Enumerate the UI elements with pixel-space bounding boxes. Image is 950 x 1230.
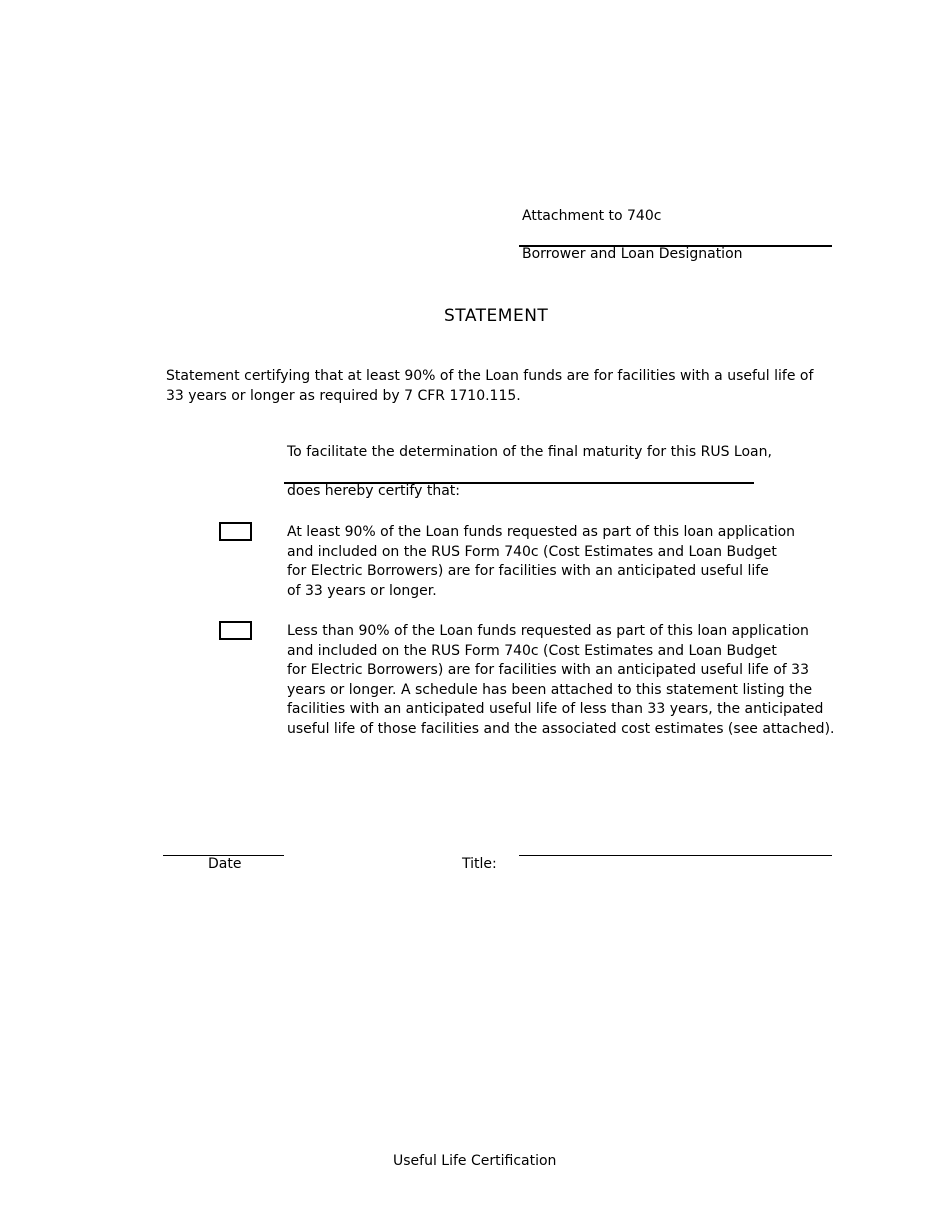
option-line: Less than 90% of the Loan funds requested as part of this loan application <box>287 623 809 639</box>
option-line: useful life of those facilities and the associated cost estimates (see attached). <box>287 720 835 737</box>
option-2-text <box>287 622 834 739</box>
option-line: years or longer. A schedule has been attached to this statement listing the <box>287 681 813 698</box>
option-line: for Electric Borrowers) are for facilities with an anticipated useful life of 33 <box>287 662 809 678</box>
option-1-checkbox[interactable] <box>219 522 252 541</box>
date-label: Date <box>208 856 242 872</box>
page-title: STATEMENT <box>444 306 549 326</box>
footer-label: Useful Life Certification <box>393 1153 557 1169</box>
intro-line: Statement certifying that at least 90% of the Loan funds are for facilities with a useful life of <box>166 368 814 384</box>
certify-line-1: To facilitate the determination of the final maturity for this RUS Loan, <box>287 444 772 460</box>
option-2-checkbox[interactable] <box>219 621 252 640</box>
title-label: Title: <box>462 856 497 872</box>
option-line: and included on the RUS Form 740c (Cost Estimates and Loan Budget <box>287 543 777 560</box>
option-line: for Electric Borrowers) are for facilities with an anticipated useful life <box>287 563 769 579</box>
option-line: facilities with an anticipated useful life of less than 33 years, the anticipated <box>287 701 824 717</box>
title-line[interactable] <box>519 855 832 856</box>
option-line: At least 90% of the Loan funds requested as part of this loan application <box>287 524 796 540</box>
attachment-label: Attachment to 740c <box>522 208 662 224</box>
option-line: of 33 years or longer. <box>287 582 437 599</box>
option-line: and included on the RUS Form 740c (Cost Estimates and Loan Budget <box>287 642 777 659</box>
certify-line-2: does hereby certify that: <box>287 483 460 499</box>
intro-paragraph <box>166 367 813 406</box>
intro-line: 33 years or longer as required by 7 CFR 1710.115. <box>166 387 521 404</box>
option-1-text <box>287 523 795 601</box>
borrower-label: Borrower and Loan Designation <box>522 246 743 262</box>
